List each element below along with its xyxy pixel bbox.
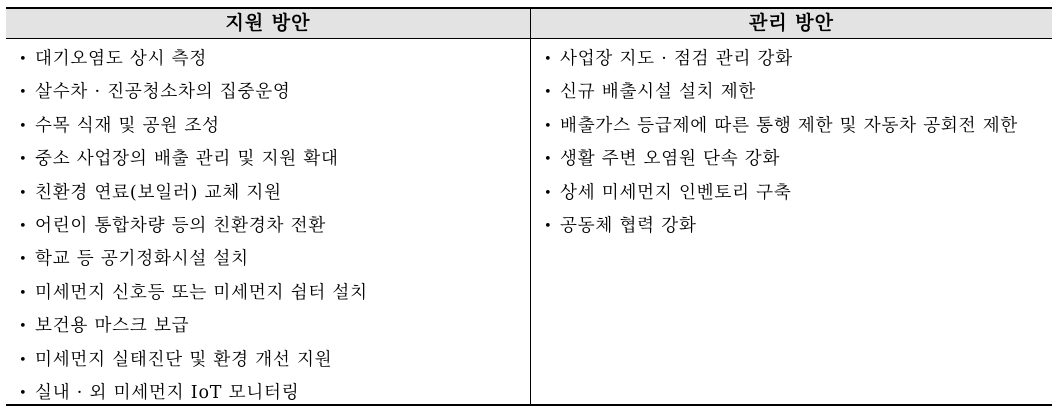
list-item <box>543 110 1045 143</box>
list-item-text: 살수차 · 진공청소차의 집중운영 <box>35 82 291 103</box>
bullet-icon: • <box>544 85 553 101</box>
column-divider <box>530 9 531 404</box>
list-item <box>543 210 1045 243</box>
bullet-icon: • <box>544 185 553 201</box>
bullet-icon: • <box>19 85 28 101</box>
list-item-text: 사업장 지도 · 점검 관리 강화 <box>560 49 793 69</box>
list-item-text: 신규 배출시설 설치 제한 <box>560 82 757 103</box>
list-item <box>18 76 523 109</box>
bullet-icon: • <box>19 285 28 301</box>
policy-table <box>6 7 1052 406</box>
list-item <box>18 110 523 143</box>
list-item <box>543 43 1045 76</box>
list-item-text: 대기오염도 상시 측정 <box>35 49 208 69</box>
header-management-measures: 관리 방안 <box>748 12 835 34</box>
list-item-text: 어린이 통합차량 등의 친환경차 전환 <box>35 216 327 237</box>
list-item <box>18 210 523 243</box>
list-item <box>18 43 523 76</box>
list-item <box>18 143 523 176</box>
list-item-text: 공동체 협력 강화 <box>560 216 697 237</box>
list-item <box>18 177 523 210</box>
list-item-text: 상세 미세먼지 인벤토리 구축 <box>560 182 792 203</box>
bullet-icon: • <box>19 118 28 134</box>
bullet-icon: • <box>19 52 28 67</box>
list-item <box>543 177 1045 210</box>
support-measures-list <box>18 43 523 410</box>
list-item-text: 생활 주변 오염원 단속 강화 <box>560 149 781 170</box>
list-item <box>543 143 1045 176</box>
bullet-icon: • <box>19 352 28 368</box>
bullet-icon: • <box>19 319 28 335</box>
bullet-icon: • <box>19 185 28 201</box>
list-item <box>543 76 1045 109</box>
list-item-text: 배출가스 등급제에 따른 통행 제한 및 자동차 공회전 제한 <box>560 115 1019 136</box>
bullet-icon: • <box>19 152 28 168</box>
bullet-icon: • <box>544 219 553 235</box>
list-item-text: 실내 · 외 미세먼지 IoT 모니터링 <box>35 383 300 404</box>
list-item <box>18 277 523 310</box>
list-item-text: 미세먼지 실태진단 및 환경 개선 지원 <box>35 349 333 370</box>
header-support-measures: 지원 방안 <box>225 12 311 34</box>
list-item <box>18 243 523 276</box>
bullet-icon: • <box>544 152 553 168</box>
bullet-icon: • <box>544 118 553 134</box>
list-item-text: 친환경 연료(보일러) 교체 지원 <box>35 182 282 203</box>
table-header-row <box>6 9 1052 39</box>
list-item-text: 수목 식재 및 공원 조성 <box>35 115 220 136</box>
list-item <box>18 344 523 377</box>
list-item <box>18 310 523 343</box>
list-item-text: 미세먼지 신호등 또는 미세먼지 쉼터 설치 <box>35 282 368 303</box>
bullet-icon: • <box>544 52 553 67</box>
bullet-icon: • <box>19 386 28 402</box>
bullet-icon: • <box>19 219 28 235</box>
management-measures-list <box>543 43 1045 243</box>
list-item-text: 학교 등 공기정화시설 설치 <box>35 249 249 270</box>
bullet-icon: • <box>19 252 28 268</box>
list-item-text: 보건용 마스크 보급 <box>35 316 190 337</box>
list-item-text: 중소 사업장의 배출 관리 및 지원 확대 <box>35 149 339 170</box>
list-item <box>18 377 523 410</box>
